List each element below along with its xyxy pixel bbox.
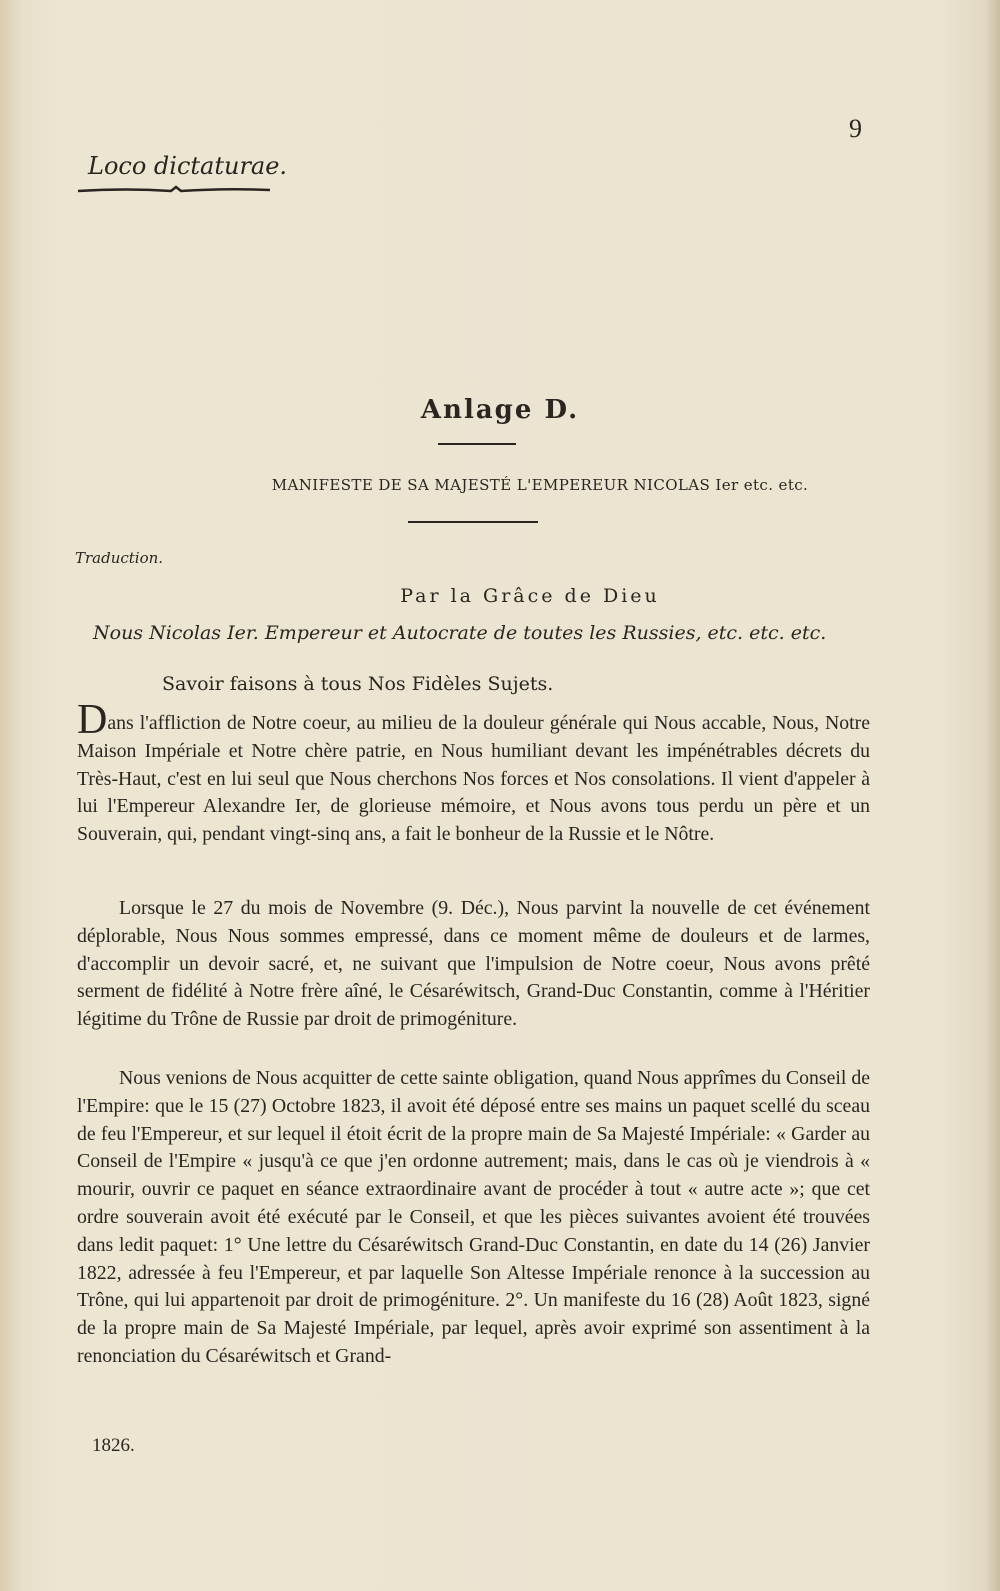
invocation: Par la Grâce de Dieu	[400, 585, 660, 607]
sovereign-line: Nous Nicolas Ier. Empereur et Autocrate de toutes les Russies, etc. etc. etc.	[93, 622, 827, 644]
page-number: 9	[849, 114, 862, 143]
header-note: Loco dictaturae.	[88, 152, 288, 180]
traduction-label: Traduction.	[75, 549, 164, 567]
paragraph-text: Lorsque le 27 du mois de Novembre (9. Déc.), Nous parvint la nouvelle de cet événement déplorable, Nous Nous sommes empressé, dans ce moment même de douleurs et de larmes, d'accomplir un devoir sacré, et, ne suivant que l'impulsion de Notre coeur, Nous avons prêté serment de fidélité à Notre frère aîné, le Césaréwitsch, Grand-Duc Constantin, comme à l'Héritier légitime du Trône de Russie par droit de primogéniture.	[77, 897, 870, 1031]
paragraph-3	[77, 1065, 870, 1371]
footer-year: 1826.	[92, 1435, 135, 1456]
flourish-ornament	[76, 184, 272, 196]
annex-title: Anlage D.	[420, 395, 580, 425]
paragraph-text: ans l'affliction de Notre coeur, au milieu de la douleur générale qui Nous accable, Nous, Notre Maison Impériale et Notre chère patrie, en Nous humiliant devant les impénétrables décrets du Très-Haut, c'est en lui seul que Nous cherchons Nos forces et Nos consolations. Il vient d'appeler à lui l'Empereur Alexandre Ier, de glorieuse mémoire, et Nous avons tous perdu un père et un Souverain, qui, pendant vingt-sinq ans, a fait le bonheur de la Russie et le Nôtre.	[77, 712, 870, 846]
paragraph-2	[77, 895, 870, 1034]
manifesto-title: MANIFESTE DE SA MAJESTÉ L'EMPEREUR NICOLAS Ier etc. etc.	[271, 476, 809, 494]
paragraph-1	[77, 697, 870, 849]
paragraph-text: Nous venions de Nous acquitter de cette sainte obligation, quand Nous apprîmes du Conseil de l'Empire: que le 15 (27) Octobre 1823, il avoit été déposé entre ses mains un paquet scellé du sceau de feu l'Empereur, et sur lequel il étoit écrit de la propre main de Sa Majesté Impériale: « Garder au Conseil de l'Empire « jusqu'à ce que j'en ordonne autrement; mais, dans le cas où je viendrois à « mourir, ouvrir ce paquet en séance extraordinaire avant de procéder à tout « autre acte »; que cet ordre souverain avoit été exécuté par le Conseil, et que les pièces suivantes avoient été trouvées dans ledit paquet: 1° Une lettre du Césaréwitsch Grand-Duc Constantin, en date du 14 (26) Janvier 1822, adressée à feu l'Empereur, et par laquelle Son Altesse Impériale renonce à la succession au Trône, qui lui appartenoit par droit de primogéniture. 2°. Un manifeste du 16 (28) Août 1823, signé de la propre main de Sa Majesté Impériale, par lequel, après avoir exprimé son assentiment à la renonciation du Césaréwitsch et Grand-	[77, 1067, 870, 1367]
divider-rule	[438, 443, 516, 445]
proclamation: Savoir faisons à tous Nos Fidèles Sujets.	[162, 673, 554, 695]
divider-rule	[408, 521, 538, 523]
drop-cap: D	[77, 697, 108, 743]
